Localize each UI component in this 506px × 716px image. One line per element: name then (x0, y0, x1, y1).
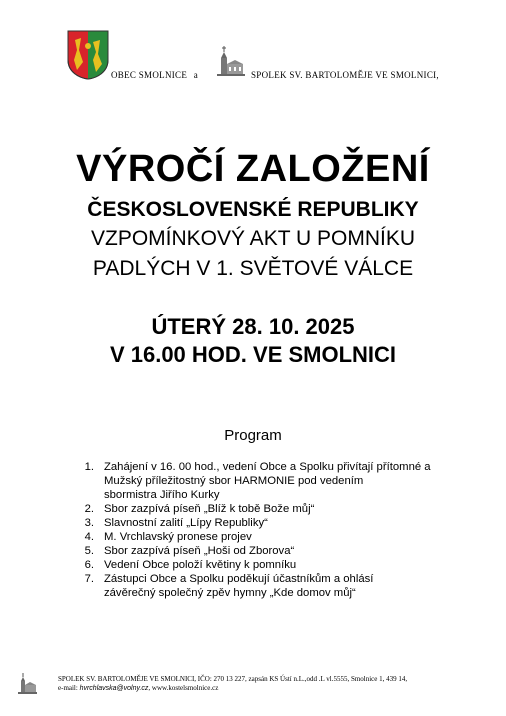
item-number: 1. (84, 461, 94, 473)
item-number: 6. (84, 559, 94, 571)
item-number: 5. (84, 545, 94, 557)
footer-church-logo (16, 672, 38, 696)
program-item (84, 502, 474, 516)
program-item (84, 558, 474, 572)
item-line: závěrečný společný zpěv hymny „Kde domov můj“ (104, 587, 356, 599)
program-item (84, 530, 474, 544)
program-title: Program (224, 427, 282, 444)
header-left-label (111, 70, 198, 80)
footer-line-1: SPOLEK SV. BARTOLOMĚJE VE SMOLNICI, IČO: 270 13 227, zapsán KS Ústí n.L.,odd .L vl.5555, Smolnice 1, 439 14, (58, 675, 408, 683)
item-line: M. Vrchlavský pronese projev (104, 531, 252, 543)
obec-name: OBEC SMOLNICE (111, 70, 188, 80)
item-line: Sbor zazpívá píseň „Blíž k tobě Bože můj“ (104, 503, 315, 515)
program-list (84, 460, 474, 600)
church-logo (213, 44, 247, 78)
program-item (84, 516, 474, 530)
item-line: Vedení Obce položí květiny k pomníku (104, 559, 297, 571)
footer-line-2 (58, 684, 407, 693)
item-line: sbormistra Jiřího Kurky (104, 489, 220, 501)
item-line: Sbor zazpívá píseň „Hoši od Zborova“ (104, 545, 295, 557)
item-line: Mužský příležitostný sbor HARMONIE pod vedením (104, 475, 364, 487)
header-joiner: a (193, 70, 199, 80)
email-link[interactable]: hvrchlavska@volny.cz (79, 685, 149, 692)
item-line: Slavnostní zalití „Lípy Republiky“ (104, 517, 268, 529)
program-item (84, 460, 474, 502)
title-line-4: PADLÝCH V 1. SVĚTOVÉ VÁLCE (92, 257, 414, 280)
header-right-label: SPOLEK SV. BARTOLOMĚJE VE SMOLNICI, (251, 70, 439, 80)
item-number: 2. (84, 503, 94, 515)
coat-of-arms-logo (67, 30, 109, 80)
item-line: Zástupci Obce a Spolku poděkují účastníkům a ohlásí (104, 573, 374, 585)
main-title: VÝROČÍ ZALOŽENÍ (76, 148, 430, 190)
item-number: 4. (84, 531, 94, 543)
program-item (84, 572, 474, 600)
website-link[interactable]: , www.kostelsmolnice.cz (148, 684, 219, 692)
title-line-3: VZPOMÍNKOVÝ AKT U POMNÍKU (90, 227, 415, 250)
event-date: ÚTERÝ 28. 10. 2025 (151, 314, 355, 339)
item-number: 3. (84, 517, 94, 529)
email-label: e-mail: (58, 684, 78, 692)
item-line: Zahájení v 16. 00 hod., vedení Obce a Spolku přivítají přítomné a (104, 461, 431, 473)
program-item (84, 544, 474, 558)
footer (58, 675, 407, 693)
subtitle: ČESKOSLOVENSKÉ REPUBLIKY (87, 198, 419, 221)
item-number: 7. (84, 573, 94, 585)
event-time-place: V 16.00 HOD. VE SMOLNICI (109, 342, 397, 367)
